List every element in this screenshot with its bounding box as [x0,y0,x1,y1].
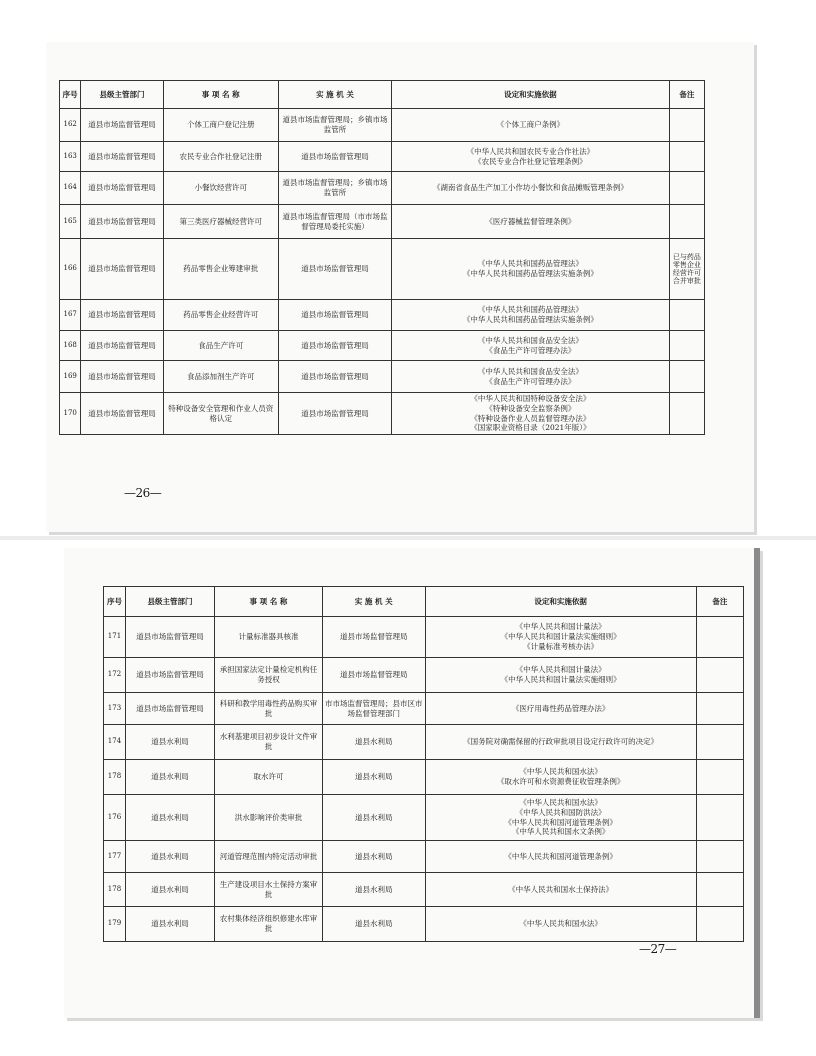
basis-line: 《中华人民共和国河道管理条例》 [504,851,617,861]
cell-no: 173 [104,693,126,725]
basis-line: 《中华人民共和国河道管理条例》 [504,817,617,827]
cell-basis [425,873,696,907]
cell-basis [425,617,696,658]
table-row [60,205,705,239]
cell-basis [392,109,670,142]
cell-agency: 市市场监督管理局；县市区市场监督管理部门 [322,693,425,725]
cell-dept: 道县水利局 [125,795,214,841]
cell-dept: 道县市场监督管理局 [125,658,214,693]
table-header-row [104,587,744,617]
table-row [60,172,705,205]
cell-agency: 道县市场监督管理局 [278,142,391,172]
cell-item: 洪水影响评价类审批 [215,795,323,841]
cell-no: 178 [104,873,126,907]
table-row [104,725,744,760]
table-row [104,693,744,725]
cell-note [669,205,704,239]
cell-item: 承担国家法定计量检定机构任务授权 [215,658,323,693]
basis-line: 《中华人民共和国食品安全法》 [477,335,583,345]
basis-line: 《农民专业合作社登记管理条例》 [474,156,587,166]
cell-dept: 道县市场监督管理局 [81,142,163,172]
cell-dept: 道县市场监督管理局 [81,331,163,361]
cell-item: 计量标准器具核准 [215,617,323,658]
cell-item: 河道管理范围内特定活动审批 [215,841,323,873]
cell-dept: 道县水利局 [125,725,214,760]
col-header-basis: 设定和实施依据 [392,81,670,109]
cell-agency: 道县市场监督管理局 [278,393,391,435]
cell-agency: 道县市场监督管理局 [322,617,425,658]
cell-dept: 道县水利局 [125,907,214,942]
cell-basis [392,172,670,205]
col-header-item: 事 项 名 称 [215,587,323,617]
table-row [60,109,705,142]
table-row [60,331,705,361]
basis-line: 《计量标准考核办法》 [523,641,599,651]
cell-note [696,873,743,907]
cell-note [696,907,743,942]
cell-no: 178 [104,760,126,795]
basis-line: 《医疗器械监督管理条例》 [485,216,576,226]
cell-note [669,172,704,205]
basis-line: 《中华人民共和国水法》 [519,919,602,929]
table-body [60,109,705,435]
cell-no: 162 [60,109,81,142]
cell-note [696,760,743,795]
cell-basis [425,725,696,760]
cell-agency: 道县水利局 [322,760,425,795]
basis-line: 《中华人民共和国计量法》 [515,665,606,675]
col-header-item: 事 项 名 称 [163,81,278,109]
cell-no: 174 [104,725,126,760]
basis-line: 《特种设备安全监察条例》 [485,403,576,413]
cell-item: 食品添加剂生产许可 [163,361,278,393]
cell-dept: 道县市场监督管理局 [81,393,163,435]
table-row [60,361,705,393]
table-body [104,617,744,942]
cell-dept: 道县水利局 [125,760,214,795]
cell-no: 169 [60,361,81,393]
col-header-note: 备注 [696,587,743,617]
basis-line: 《医疗用毒性药品管理办法》 [511,703,610,713]
cell-agency: 道县市场监督管理局 [278,331,391,361]
basis-line: 《中华人民共和国农民专业合作社法》 [466,146,595,156]
basis-line: 《中华人民共和国药品管理法实施条例》 [462,269,598,278]
col-header-agency: 实 施 机 关 [322,587,425,617]
cell-note [669,331,704,361]
basis-line: 《中华人民共和国计量法》 [515,622,606,632]
cell-note [696,617,743,658]
cell-item: 药品零售企业经营许可 [163,300,278,331]
basis-line: 《中华人民共和国药品管理法实施条例》 [462,315,598,324]
cell-item: 生产建设项目水土保持方案审批 [215,873,323,907]
cell-note [696,795,743,841]
col-header-agency: 实 施 机 关 [278,81,391,109]
col-header-note: 备注 [669,81,704,109]
cell-note [669,142,704,172]
table-header-row [60,81,705,109]
basis-line: 《特种设备作业人员监督管理办法》 [470,413,591,423]
cell-basis [392,239,670,300]
cell-note [669,300,704,331]
cell-basis [392,361,670,393]
cell-agency: 道县市场监督管理局 [278,361,391,393]
cell-dept: 道县市场监督管理局 [125,693,214,725]
basis-line: 《中华人民共和国药品管理法》 [477,259,583,269]
cell-dept: 道县水利局 [125,873,214,907]
basis-line: 《个体工商户条例》 [496,120,565,130]
cell-item: 取水许可 [215,760,323,795]
table-row [104,795,744,841]
basis-line: 《国务院对确需保留的行政审批项目设定行政许可的决定》 [463,737,659,747]
cell-dept: 道县市场监督管理局 [81,172,163,205]
cell-agency: 道县市场监督管理局；乡镇市场监管所 [278,109,391,142]
cell-no: 177 [104,841,126,873]
cell-agency: 道县市场监督管理局；乡镇市场监管所 [278,172,391,205]
table-row [104,873,744,907]
cell-item: 水利基建项目初步设计文件审批 [215,725,323,760]
cell-basis [425,693,696,725]
page-number: —26— [124,486,162,500]
cell-agency: 道县市场监督管理局（市市场监督管理局委托实施） [278,205,391,239]
cell-agency: 道县市场监督管理局 [278,239,391,300]
cell-no: 167 [60,300,81,331]
cell-item: 食品生产许可 [163,331,278,361]
col-header-no: 序号 [60,81,81,109]
cell-item: 特种设备安全管理和作业人员资格认定 [163,393,278,435]
basis-line: 《湖南省食品生产加工小作坊小餐饮和食品摊贩管理条例》 [432,183,628,193]
cell-note [669,109,704,142]
cell-basis [425,795,696,841]
cell-basis [392,300,670,331]
cell-no: 171 [104,617,126,658]
cell-dept: 道县市场监督管理局 [81,300,163,331]
cell-note [669,361,704,393]
cell-note [696,725,743,760]
cell-basis [425,760,696,795]
approval-table-page-27 [103,586,744,942]
table-row [60,239,705,300]
cell-no: 172 [104,658,126,693]
basis-line: 《中华人民共和国水法》 [519,798,602,807]
cell-no: 168 [60,331,81,361]
cell-dept: 道县市场监督管理局 [125,617,214,658]
cell-no: 164 [60,172,81,205]
cell-item: 药品零售企业筹建审批 [163,239,278,300]
cell-no: 163 [60,142,81,172]
basis-line: 《中华人民共和国特种设备安全法》 [470,394,591,403]
basis-line: 《中华人民共和国计量法实施细则》 [500,675,621,684]
cell-agency: 道县市场监督管理局 [278,300,391,331]
cell-no: 170 [60,393,81,435]
cell-basis [425,907,696,942]
basis-line: 《中华人民共和国计量法实施细则》 [500,632,621,642]
page-number: —27— [639,942,677,956]
cell-item: 科研和教学用毒性药品购买审批 [215,693,323,725]
cell-agency: 道县市场监督管理局 [322,658,425,693]
cell-item: 小餐饮经营许可 [163,172,278,205]
cell-note [669,393,704,435]
cell-no: 179 [104,907,126,942]
basis-line: 《国家职业资格目录（2021年版）》 [470,423,591,433]
table-row [60,300,705,331]
basis-line: 《食品生产许可管理办法》 [485,376,576,386]
cell-agency: 道县水利局 [322,795,425,841]
cell-agency: 道县水利局 [322,725,425,760]
col-header-basis: 设定和实施依据 [425,587,696,617]
table-row [104,841,744,873]
cell-item: 第三类医疗器械经营许可 [163,205,278,239]
cell-basis [392,331,670,361]
cell-item: 个体工商户登记注册 [163,109,278,142]
cell-dept: 道县市场监督管理局 [81,239,163,300]
basis-line: 《食品生产许可管理办法》 [485,345,576,355]
page-gutter [0,536,816,540]
cell-agency: 道县水利局 [322,841,425,873]
basis-line: 《中华人民共和国食品安全法》 [477,366,583,376]
cell-basis [425,841,696,873]
cell-no: 176 [104,795,126,841]
cell-dept: 道县市场监督管理局 [81,109,163,142]
cell-dept: 道县市场监督管理局 [81,205,163,239]
table-row [60,142,705,172]
cell-basis [392,142,670,172]
cell-basis [392,393,670,435]
cell-dept: 道县市场监督管理局 [81,361,163,393]
cell-item: 农村集体经济组织修建水库审批 [215,907,323,942]
basis-line: 《中华人民共和国药品管理法》 [477,305,583,315]
cell-no: 165 [60,205,81,239]
approval-table-page-26 [59,80,705,435]
basis-line: 《中华人民共和国水法》 [519,767,602,777]
table-row [104,617,744,658]
table-row [60,393,705,435]
basis-line: 《中华人民共和国防洪法》 [515,807,606,817]
col-header-no: 序号 [104,587,126,617]
cell-no: 166 [60,239,81,300]
basis-line: 《中华人民共和国水土保持法》 [508,884,614,894]
basis-line: 《中华人民共和国水文条例》 [511,827,610,837]
cell-basis [392,205,670,239]
cell-agency: 道县水利局 [322,873,425,907]
col-header-dept: 县级主管部门 [81,81,163,109]
cell-agency: 道县水利局 [322,907,425,942]
table-row [104,907,744,942]
table-row [104,658,744,693]
cell-basis [425,658,696,693]
cell-item: 农民专业合作社登记注册 [163,142,278,172]
cell-note [696,693,743,725]
cell-note [696,658,743,693]
col-header-dept: 县级主管部门 [125,587,214,617]
cell-note: 已与药品零售企业经营许可合并审批 [669,239,704,300]
cell-dept: 道县水利局 [125,841,214,873]
cell-note [696,841,743,873]
table-row [104,760,744,795]
basis-line: 《取水许可和水资源费征收管理条例》 [496,777,625,786]
